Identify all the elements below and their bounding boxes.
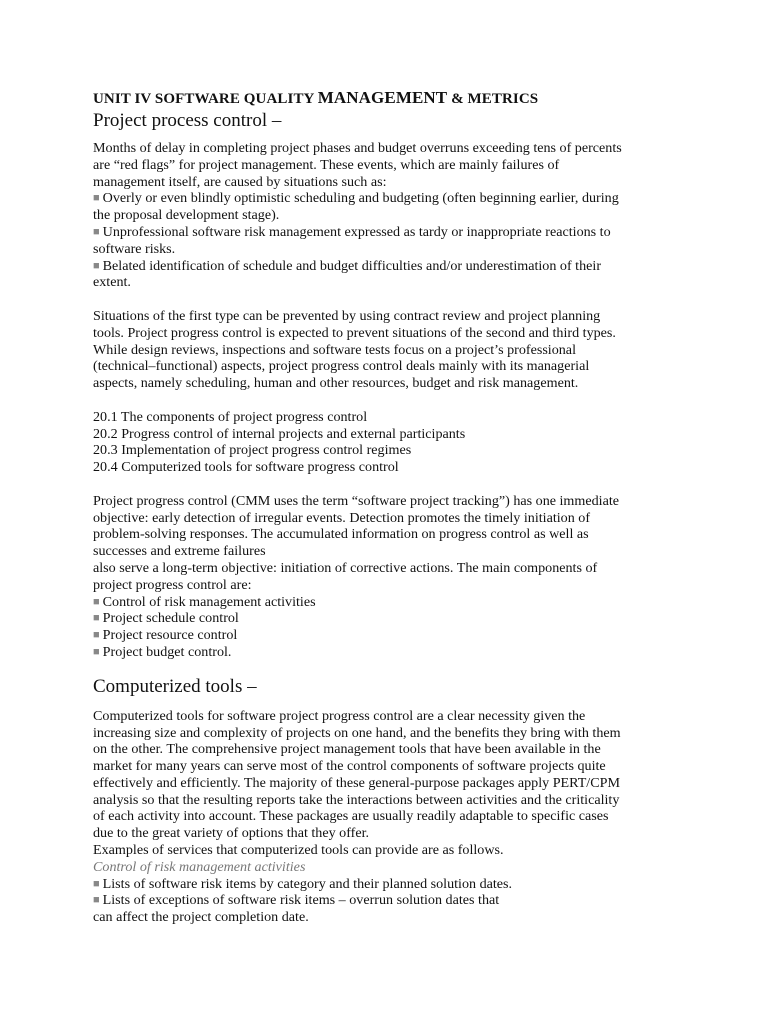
bullet-text: Belated identification of schedule and budget difficulties and/or underestimation of their [102, 257, 602, 274]
square-bullet-icon: ■ [93, 877, 100, 890]
list-item: ■ Lists of exceptions of software risk items – overrun solution dates that [93, 892, 500, 909]
list-item: ■ Project budget control. [93, 643, 232, 660]
toc-item: 20.4 Computerized tools for software progress control [93, 459, 399, 476]
list-item: ■ Project resource control [93, 627, 238, 644]
square-bullet-icon: ■ [93, 225, 100, 238]
toc-list [93, 409, 685, 476]
text-line: effectively and efficiently. The majority of these general-purpose packages apply PERT/CPM [93, 774, 620, 791]
text-line: market for many years can serve most of the control components of software projects quite [93, 758, 606, 775]
text-line: successes and extreme failures [93, 543, 266, 560]
toc-item: 20.2 Progress control of internal projects and external participants [93, 425, 466, 442]
bullet-text: extent. [93, 274, 131, 291]
text-line: project progress control are: [93, 576, 252, 593]
list-item [93, 190, 685, 224]
bullet-text: Unprofessional software risk management expressed as tardy or inappropriate reactions to [102, 223, 611, 240]
intro-paragraph [93, 140, 685, 190]
risk-bullets [93, 876, 685, 926]
bullet-text: the proposal development stage). [93, 207, 280, 224]
text-line: aspects, namely scheduling, human and other resources, budget and risk management. [93, 375, 579, 392]
tools-paragraph [93, 708, 685, 859]
square-bullet-icon: ■ [93, 259, 100, 272]
bullet-text: software risks. [93, 240, 176, 257]
document-content [93, 88, 685, 926]
text-line: Computerized tools for software project progress control are a clear necessity given the [93, 707, 586, 724]
text-line: problem-solving responses. The accumulated information on progress control as well as [93, 526, 589, 543]
unit-title-part3: & METRICS [447, 91, 539, 107]
text-line: due to the great variety of options that they offer. [93, 825, 370, 842]
toc-item: 20.1 The components of project progress control [93, 408, 368, 425]
text-line: analysis so that the resulting reports take the interactions between activities and the criticality [93, 791, 620, 808]
bullet-text: Overly or even blindly optimistic scheduling and budgeting (often beginning earlier, during [102, 190, 619, 207]
square-bullet-icon: ■ [93, 894, 100, 907]
square-bullet-icon: ■ [93, 629, 100, 642]
text-line: on the other. The comprehensive project management tools that have been available in the [93, 741, 601, 758]
text-line: (technical–functional) aspects, project progress control deals mainly with its managerial [93, 358, 590, 375]
list-item: ■ Project schedule control [93, 610, 239, 627]
components-list [93, 594, 685, 661]
text-line: increasing size and complexity of projects on one hand, and the benefits they bring with them [93, 724, 621, 741]
text-line: can affect the project completion date. [93, 909, 309, 926]
toc-item: 20.3 Implementation of project progress control regimes [93, 442, 412, 459]
list-item: ■ Control of risk management activities [93, 593, 316, 610]
unit-title-part2: MANAGEMENT [317, 88, 448, 107]
square-bullet-icon: ■ [93, 612, 100, 625]
text-line: also serve a long-term objective: initiation of corrective actions. The main components of [93, 559, 598, 576]
text-line: are “red flags” for project management. These events, which are mainly failures of [93, 156, 560, 173]
square-bullet-icon: ■ [93, 645, 100, 658]
text-line: While design reviews, inspections and software tests focus on a project’s professional [93, 341, 576, 358]
square-bullet-icon: ■ [93, 595, 100, 608]
text-line: Months of delay in completing project phases and budget overruns exceeding tens of percents [93, 140, 622, 156]
text-line: tools. Project progress control is expected to prevent situations of the second and third types. [93, 324, 616, 341]
section-heading-computerized-tools: Computerized tools – [93, 675, 257, 697]
risk-subheading: Control of risk management activities [93, 858, 306, 875]
situations-paragraph [93, 308, 685, 392]
list-item [93, 224, 685, 258]
list-item [93, 258, 685, 292]
text-line: Examples of services that computerized tools can provide are as follows. [93, 842, 504, 859]
unit-title [93, 88, 685, 109]
objective-paragraph [93, 493, 685, 594]
text-line: Situations of the first type can be prevented by using contract review and project planning [93, 307, 601, 324]
text-line: objective: early detection of irregular events. Detection promotes the timely initiation of [93, 509, 591, 526]
situation-bullets [93, 190, 685, 291]
text-line: management itself, are caused by situations such as: [93, 173, 387, 190]
text-line: of each activity into account. These packages are usually readily adaptable to specific cases [93, 808, 609, 825]
square-bullet-icon: ■ [93, 192, 100, 205]
text-line: Project progress control (CMM uses the term “software project tracking”) has one immediate [93, 492, 620, 509]
unit-title-part1: UNIT IV SOFTWARE QUALITY [93, 91, 318, 107]
list-item: ■ Lists of software risk items by category and their planned solution dates. [93, 875, 513, 892]
section-heading-process-control: Project process control – [93, 110, 282, 131]
